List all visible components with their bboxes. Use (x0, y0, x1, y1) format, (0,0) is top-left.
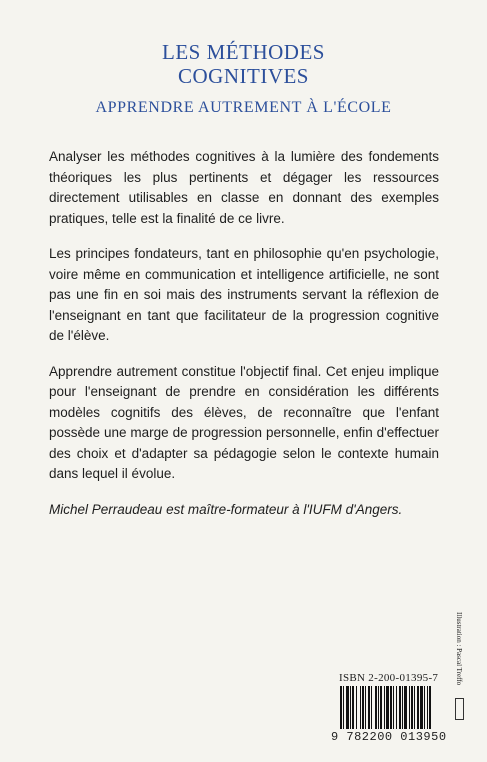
blurb (49, 147, 439, 535)
isbn-label: ISBN 2-200-01395-7 (339, 672, 439, 684)
author-note: Michel Perraudeau est maître-formateur à l'IUFM d'Angers. (49, 501, 403, 517)
title-line-2: COGNITIVES (178, 64, 309, 88)
blurb-paragraph-3: Apprendre autrement constitue l'objectif final. Cet enjeu implique pour l'enseignant de prendre en considération les différents modèles cognitifs des élèves, de reconnaître que l'enfant possède une marge de progression personnelle, enfin d'effectuer des choix et d'adapter sa pédagogie selon le contexte humain dans lequel il évolue. (49, 363, 439, 481)
barcode-digits: 9 782200 013950 (331, 730, 447, 744)
illustration-credit: Illustration : Pascal Treffo (455, 612, 463, 686)
subtitle: APPRENDRE AUTREMENT À L'ÉCOLE (95, 99, 392, 116)
blurb-paragraph-2: Les principes fondateurs, tant en philosophie qu'en psychologie, voire même en communication et intelligence artificielle, ne sont pas une fin en soi mais des instruments servant la réflexion de l'enseignant en tant que facilitateur de la progression cognitive de l'élève. (49, 246, 439, 343)
blurb-paragraph-1: Analyser les méthodes cognitives à la lumière des fondements théoriques les plus pertinents et dégager les ressources directement utilisables en classe en donnant des exemples pratiques, telle est la finalité de ce livre. (49, 149, 439, 226)
publisher-logo-icon (455, 698, 464, 720)
barcode (340, 686, 440, 729)
title-line-1: LES MÉTHODES (162, 40, 325, 64)
